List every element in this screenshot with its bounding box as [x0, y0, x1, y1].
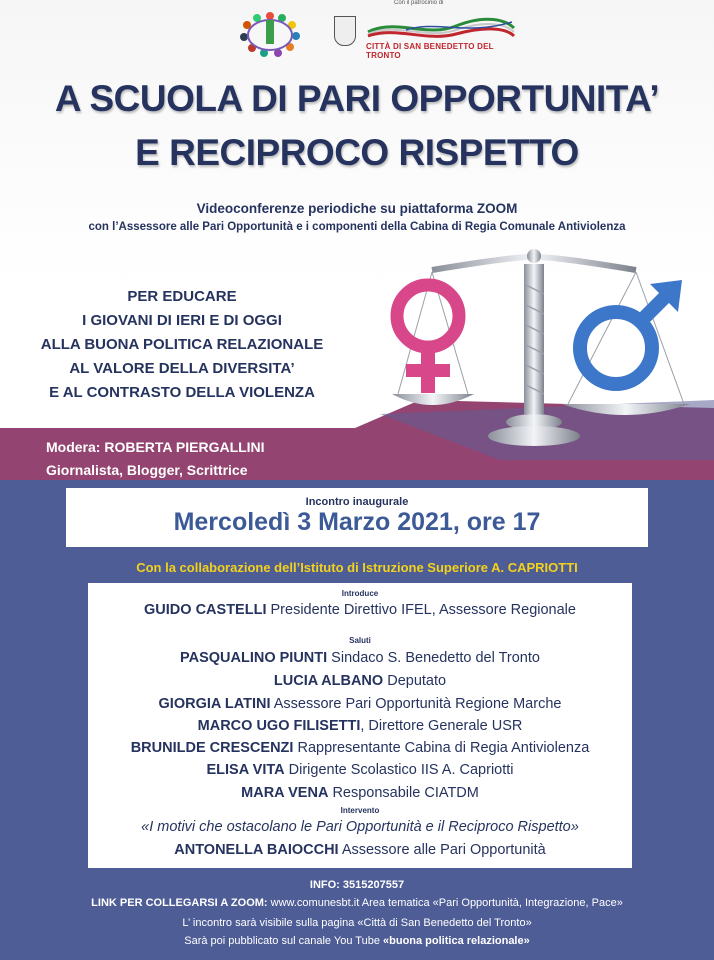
speaker-name: ELISA VITA	[206, 762, 285, 778]
speaker-line	[88, 740, 632, 756]
speaker-line	[88, 673, 632, 689]
date-box	[66, 488, 648, 547]
event-label: Incontro inaugurale	[305, 496, 409, 508]
speaker-line	[88, 785, 632, 801]
speaker-role: Assessore Pari Opportunità Regione Marche	[270, 696, 562, 712]
venus-symbol-icon	[397, 285, 459, 393]
speaker-name: MARA VENA	[241, 785, 329, 801]
speaker-name: BRUNILDE CRESCENZI	[130, 740, 294, 756]
subtitle-line2: con l’Assessore alle Pari Opportunità e i componenti della Cabina di Regia Comunale Antiviolenza	[88, 221, 626, 233]
speaker-role: , Direttore Generale USR	[360, 718, 523, 734]
program-box	[88, 583, 632, 868]
zoom-link-label: LINK PER COLLEGARSI A ZOOM:	[91, 897, 268, 909]
balance-scale-icon	[384, 244, 704, 454]
collaboration-text: Con la collaborazione dell’Istituto di Istruzione Superiore A. CAPRIOTTI	[136, 560, 578, 575]
speaker-name: GUIDO CASTELLI	[144, 602, 267, 618]
italian-ribbon-icon	[366, 16, 516, 40]
patronage-note: Con il patrocinio di	[394, 0, 444, 6]
speaker-line	[88, 696, 632, 712]
subtitle-line1: Videoconferenze periodiche su piattaforma ZOOM	[196, 201, 518, 216]
speaker-name: ANTONELLA BAIOCCHI	[174, 842, 339, 858]
visibility-note: L’ incontro sarà visibile sulla pagina «Città di San Benedetto del Tronto»	[182, 917, 532, 929]
section-label-saluti: Saluti	[349, 636, 371, 645]
speaker-role: Rappresentante Cabina di Regia Antiviolenza	[293, 740, 590, 756]
page-title-line1: A SCUOLA DI PARI OPPORTUNITA’	[54, 78, 660, 119]
youtube-note	[0, 935, 714, 947]
moderator-role: Giornalista, Blogger, Scrittrice	[46, 462, 248, 478]
info-phone: INFO: 3515207557	[309, 879, 405, 891]
section-label-introduce: Introduce	[341, 589, 379, 598]
event-date: Mercoledì 3 Marzo 2021, ore 17	[173, 508, 541, 536]
speaker-line	[88, 762, 632, 778]
speaker-name: GIORGIA LATINI	[158, 696, 271, 712]
city-name: CITTÀ DI SAN BENEDETTO DEL TRONTO	[366, 42, 494, 60]
purpose-line: E AL CONTRASTO DELLA VIOLENZA	[49, 384, 315, 401]
purpose-text	[6, 285, 358, 405]
speaker-line	[88, 650, 632, 666]
moderator-block	[46, 436, 265, 482]
city-crest-icon	[334, 16, 356, 46]
children-circle-logo	[232, 8, 308, 58]
moderator-name: Modera: ROBERTA PIERGALLINI	[46, 439, 265, 455]
speaker-name: MARCO UGO FILISETTI	[197, 718, 361, 734]
speaker-role: Presidente Direttivo IFEL, Assessore Regionale	[266, 602, 576, 618]
purpose-line: AL VALORE DELLA DIVERSITA’	[69, 360, 295, 377]
talk-title: «I motivi che ostacolano le Pari Opportunità e il Reciproco Rispetto»	[141, 819, 579, 835]
section-label-intervento: Intervento	[340, 806, 380, 815]
zoom-link-text[interactable]: www.comunesbt.it Area tematica «Pari Opportunità, Integrazione, Pace»	[267, 897, 623, 909]
speaker-role: Deputato	[383, 673, 447, 689]
purpose-line: PER EDUCARE	[127, 288, 237, 305]
youtube-note-text: Sarà poi pubblicato sul canale You Tube	[184, 935, 384, 947]
speaker-line	[88, 842, 632, 858]
speaker-role: Assessore alle Pari Opportunità	[338, 842, 546, 858]
youtube-channel[interactable]: «buona politica relazionale»	[383, 935, 530, 947]
page-title-line2: E RECIPROCO RISPETTO	[135, 132, 579, 173]
speaker-name: LUCIA ALBANO	[273, 673, 384, 689]
mars-symbol-icon	[580, 280, 682, 384]
purpose-line: I GIOVANI DI IERI E DI OGGI	[82, 312, 282, 329]
speaker-role: Responsabile CIATDM	[328, 785, 479, 801]
speaker-line	[88, 718, 632, 734]
speaker-role: Dirigente Scolastico IIS A. Capriotti	[284, 762, 514, 778]
speaker-role: Sindaco S. Benedetto del Tronto	[327, 650, 540, 666]
zoom-link-line	[0, 897, 714, 909]
speaker-name: PASQUALINO PIUNTI	[180, 650, 328, 666]
purpose-line: ALLA BUONA POLITICA RELAZIONALE	[40, 336, 324, 353]
patronage-block	[330, 4, 520, 60]
speaker-line	[88, 602, 632, 618]
